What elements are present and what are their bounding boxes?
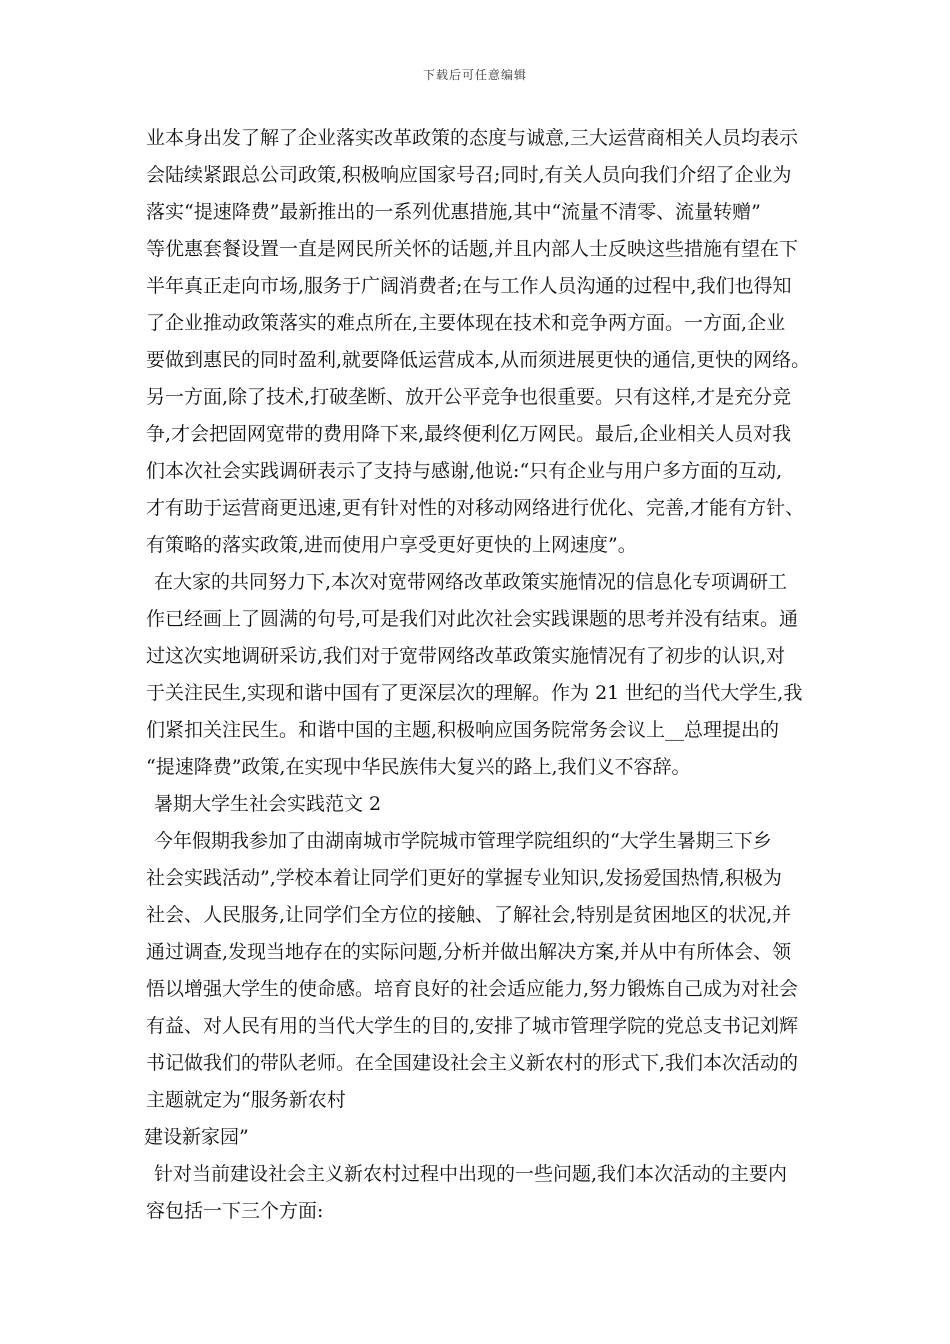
- text-line: 们紧扣关注民生。和谐中国的主题,积极响应国务院常务会议上__总理提出的: [146, 719, 780, 741]
- text-line: 今年假期我参加了由湖南城市学院城市管理学院组织的“大学生暑期三下乡: [154, 830, 772, 852]
- text-line: 容包括一下三个方面:: [146, 1200, 324, 1222]
- text-line: 于关注民生,实现和谐中国有了更深层次的理解。作为 21 世纪的当代大学生,我: [146, 682, 803, 704]
- paragraph-2: [146, 564, 826, 786]
- text-line: 们本次社会实践调研表示了支持与感谢,他说:“只有企业与用户多方面的互动,: [146, 460, 783, 482]
- text-line: 等优惠套餐设置一直是网民所关怀的话题,并且内部人士反映这些措施有望在下: [146, 238, 799, 260]
- page-header: 下载后可任意编辑: [422, 68, 527, 82]
- text-line: 要做到惠民的同时盈利,就要降低运营成本,从而须进展更快的通信,更快的网络。: [146, 349, 811, 371]
- paragraph-3: [146, 823, 826, 1119]
- text-line: 有益、对人民有用的当代大学生的目的,安排了城市管理学院的党总支书记刘辉: [146, 1015, 799, 1037]
- text-line: 通过调查,发现当地存在的实际问题,分析并做出解决方案,并从中有所体会、领: [146, 941, 792, 963]
- text-line: 有策略的落实政策,进而使用户享受更好更快的上网速度”。: [146, 534, 637, 556]
- text-line: 会陆续紧跟总公司政策,积极响应国家号召;同时,有关人员向我们介绍了企业为: [146, 164, 792, 186]
- text-line: 半年真正走向市场,服务于广阔消费者;在与工作人员沟通的过程中,我们也得知: [146, 275, 792, 297]
- text-line: 社会、人民服务,让同学们全方位的接触、了解社会,特别是贫困地区的状况,并: [146, 904, 792, 926]
- text-line: 争,才会把固网宽带的费用降下来,最终便利亿万网民。最后,企业相关人员对我: [146, 423, 792, 445]
- text-line: 社会实践活动”,学校本着让同学们更好的掌握专业知识,发扬爱国热情,积极为: [146, 867, 782, 889]
- text-line: 建设新家园”: [144, 1126, 249, 1148]
- text-line: 作已经画上了圆满的句号,可是我们对此次社会实践课题的思考并没有结束。通: [146, 608, 799, 630]
- text-line: 针对当前建设社会主义新农村过程中出现的一些问题,我们本次活动的主要内: [154, 1163, 788, 1185]
- document-body: [146, 120, 826, 1230]
- section-title: 暑期大学生社会实践范文 2: [154, 793, 382, 815]
- section-heading: [146, 786, 826, 823]
- text-line: 才有助于运营商更迅速,更有针对性的对移动网络进行优化、完善,才能有方针、: [146, 497, 805, 519]
- paragraph-5: [146, 1156, 826, 1230]
- paragraph-4: [146, 1119, 826, 1156]
- text-line: 主题就定为“服务新农村: [146, 1089, 346, 1111]
- text-line: 落实“提速降费”最新推出的一系列优惠措施,其中“流量不清零、流量转赠”: [146, 201, 761, 223]
- text-line: “提速降费”政策,在实现中华民族伟大复兴的路上,我们义不容辞。: [146, 756, 691, 778]
- text-line: 在大家的共同努力下,本次对宽带网络改革政策实施情况的信息化专项调研工: [154, 571, 788, 593]
- text-line: 业本身出发了解了企业落实改革政策的态度与诚意,三大运营商相关人员均表示: [146, 127, 799, 149]
- text-line: 过这次实地调研采访,我们对于宽带网络改革政策实施情况有了初步的认识,对: [146, 645, 786, 667]
- paragraph-1: [146, 120, 826, 564]
- text-line: 书记做我们的带队老师。在全国建设社会主义新农村的形式下,我们本次活动的: [146, 1052, 799, 1074]
- text-line: 悟以增强大学生的使命感。培育良好的社会适应能力,努力锻炼自己成为对社会: [146, 978, 799, 1000]
- text-line: 了企业推动政策落实的难点所在,主要体现在技术和竞争两方面。一方面,企业: [146, 312, 786, 334]
- text-line: 另一方面,除了技术,打破垄断、放开公平竞争也很重要。只有这样,才是充分竞: [146, 386, 792, 408]
